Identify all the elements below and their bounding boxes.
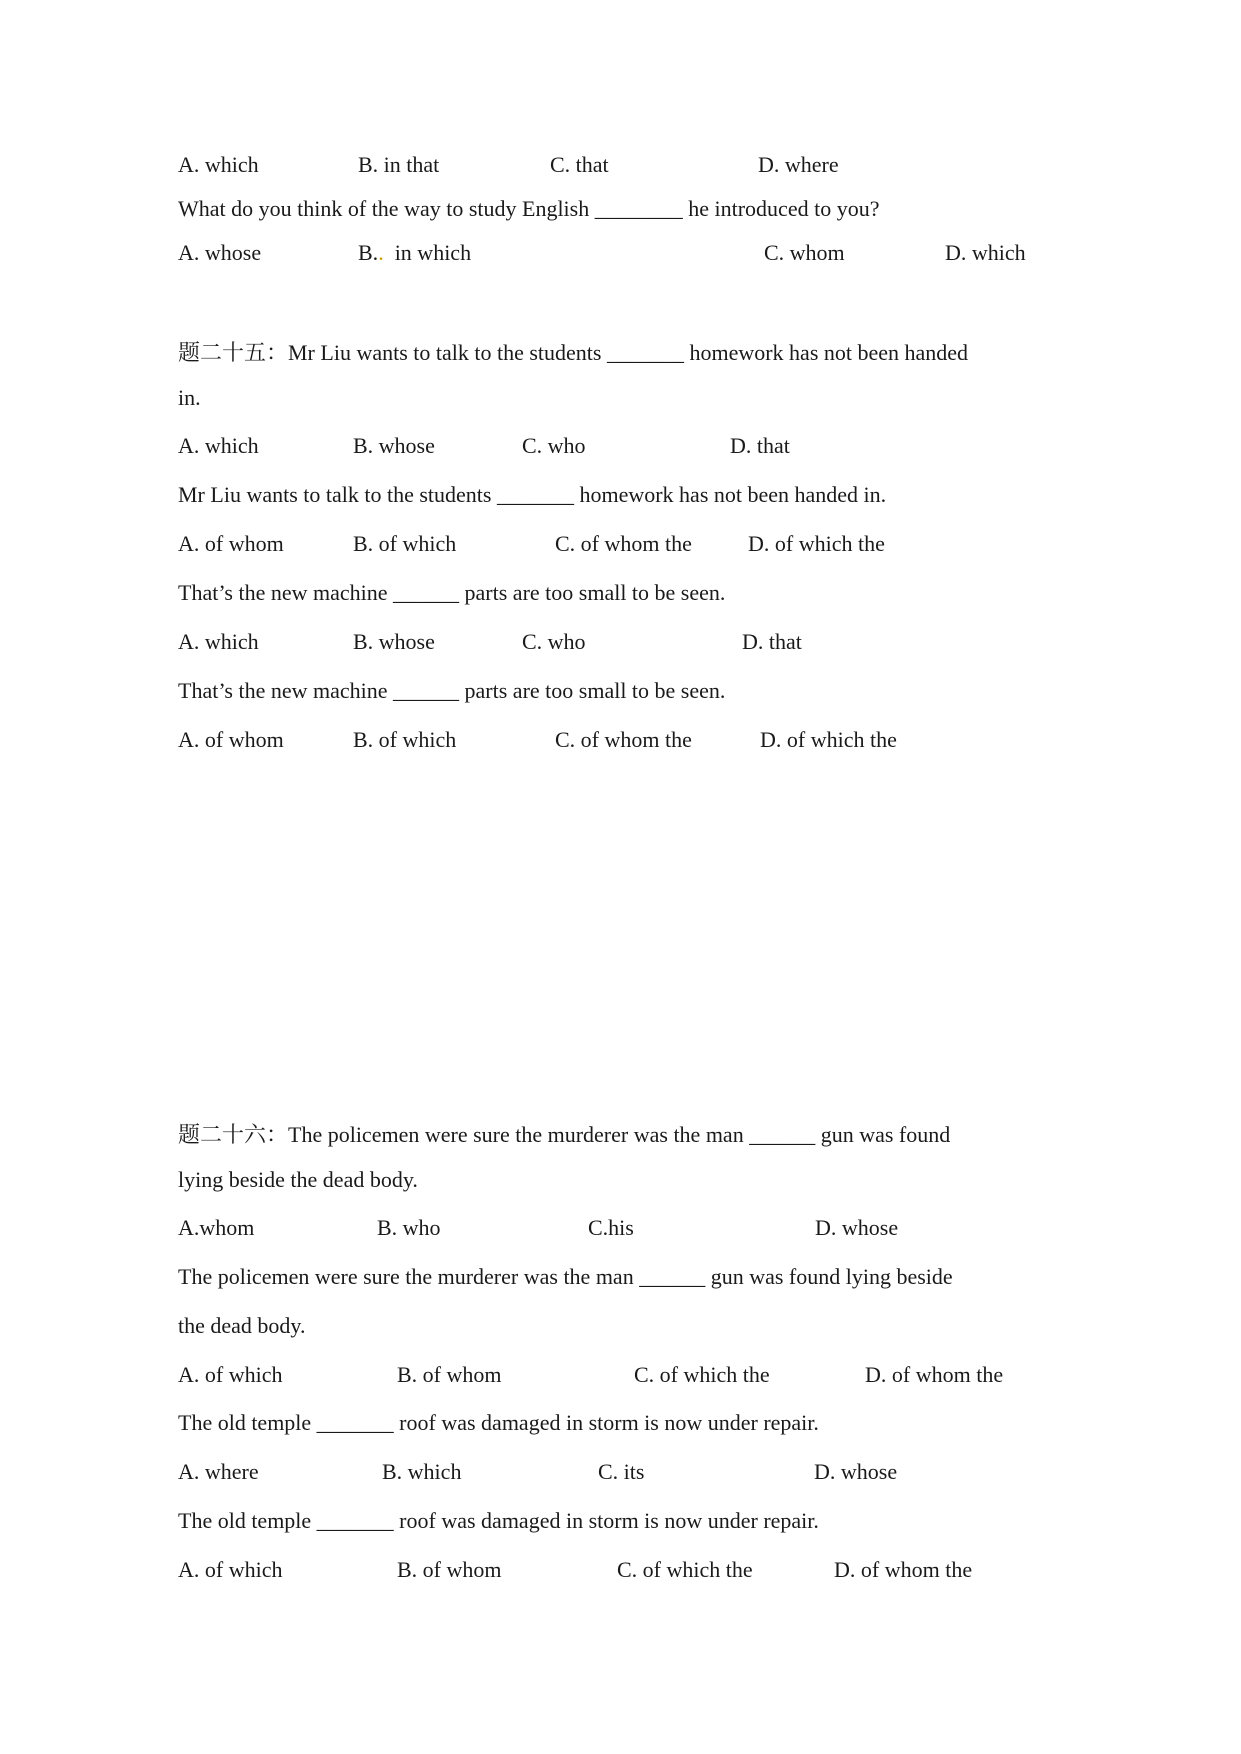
question-heading-26: 题二十六：The policemen were sure the murderer was the man ______ gun was found bbox=[178, 1122, 951, 1147]
option-b: B. of whom bbox=[397, 1557, 502, 1582]
option-b: B. of whom bbox=[397, 1362, 502, 1387]
option-d: D. where bbox=[758, 152, 839, 177]
option-c: C. of whom the bbox=[555, 531, 692, 556]
options-row bbox=[0, 1215, 1241, 1245]
option-c: C. of which the bbox=[617, 1557, 753, 1582]
options-row bbox=[0, 152, 1241, 182]
option-c: C.his bbox=[588, 1215, 634, 1240]
question-text-continued: in. bbox=[178, 385, 201, 410]
option-b: B. whose bbox=[353, 433, 435, 458]
option-b-mark: . bbox=[378, 240, 384, 265]
option-d: D. of whom the bbox=[834, 1557, 973, 1582]
option-c: C. of whom the bbox=[555, 727, 692, 752]
option-a: A.whom bbox=[178, 1215, 255, 1240]
option-c: C. who bbox=[522, 629, 586, 654]
option-b: B. whose bbox=[353, 629, 435, 654]
option-d: D. which bbox=[945, 240, 1026, 265]
option-d: D. of which the bbox=[760, 727, 897, 752]
question-text: What do you think of the way to study English ________ he introduced to you? bbox=[178, 196, 880, 221]
question-text: The old temple _______ roof was damaged in storm is now under repair. bbox=[178, 1508, 819, 1533]
option-a: A. of which bbox=[178, 1362, 283, 1387]
option-a: A. of whom bbox=[178, 531, 284, 556]
option-c: C. that bbox=[550, 152, 609, 177]
option-a: A. whose bbox=[178, 240, 262, 265]
option-b: B. in that bbox=[358, 152, 440, 177]
option-d: D. that bbox=[730, 433, 790, 458]
options-row bbox=[0, 1459, 1241, 1489]
question-text: That’s the new machine ______ parts are too small to be seen. bbox=[178, 580, 726, 605]
option-a: A. which bbox=[178, 433, 259, 458]
question-text: Mr Liu wants to talk to the students _______ homework has not been handed in. bbox=[178, 482, 887, 507]
option-a: A. which bbox=[178, 152, 259, 177]
option-d: D. whose bbox=[814, 1459, 898, 1484]
question-text: That’s the new machine ______ parts are too small to be seen. bbox=[178, 678, 726, 703]
option-b: B. of which bbox=[353, 531, 457, 556]
option-d: D. whose bbox=[815, 1215, 899, 1240]
options-row bbox=[0, 1362, 1241, 1392]
options-row bbox=[0, 240, 1241, 270]
option-b-text: in which bbox=[394, 240, 472, 265]
option-b: B. which bbox=[382, 1459, 462, 1484]
question-heading-25: 题二十五：Mr Liu wants to talk to the students _______ homework has not been handed bbox=[178, 340, 969, 365]
option-b bbox=[358, 240, 471, 266]
question-text: The policemen were sure the murderer was the man ______ gun was found lying beside bbox=[178, 1264, 953, 1289]
question-text-continued: the dead body. bbox=[178, 1313, 306, 1338]
options-row bbox=[0, 629, 1241, 659]
option-c: C. whom bbox=[764, 240, 845, 265]
option-b: B. who bbox=[377, 1215, 441, 1240]
option-d: D. of which the bbox=[748, 531, 885, 556]
question-text: The old temple _______ roof was damaged in storm is now under repair. bbox=[178, 1410, 819, 1435]
option-c: C. its bbox=[598, 1459, 645, 1484]
question-text-continued: lying beside the dead body. bbox=[178, 1167, 418, 1192]
option-a: A. which bbox=[178, 629, 259, 654]
option-d: D. of whom the bbox=[865, 1362, 1004, 1387]
option-b-prefix: B. bbox=[358, 240, 379, 265]
options-row bbox=[0, 433, 1241, 463]
options-row bbox=[0, 1557, 1241, 1587]
option-d: D. that bbox=[742, 629, 802, 654]
option-c: C. who bbox=[522, 433, 586, 458]
option-a: A. of whom bbox=[178, 727, 284, 752]
options-row bbox=[0, 727, 1241, 757]
option-c: C. of which the bbox=[634, 1362, 770, 1387]
option-a: A. of which bbox=[178, 1557, 283, 1582]
options-row bbox=[0, 531, 1241, 561]
option-b: B. of which bbox=[353, 727, 457, 752]
option-a: A. where bbox=[178, 1459, 259, 1484]
